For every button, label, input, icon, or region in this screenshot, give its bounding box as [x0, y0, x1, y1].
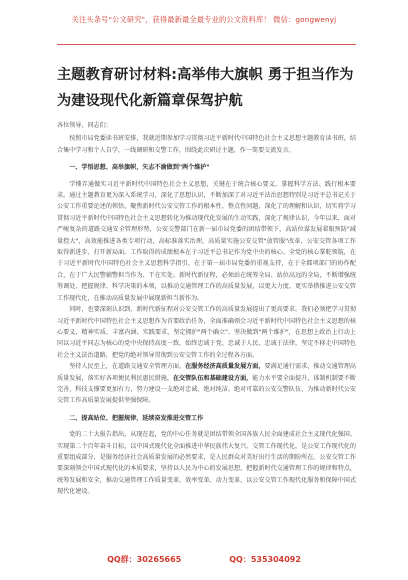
section-1-paragraph-3-b: 要满足通行需求，推动交通管理高质量发展，落实好各项便民利民惠民措施，: [57, 363, 357, 382]
footer: [0, 554, 408, 570]
footer-qq-group: QQ群：30265665: [107, 555, 182, 564]
section-1-paragraph-3-a: 坚持人民至上，在道路交通安全管理方面，: [69, 363, 186, 371]
salutation: 各位领导、同志们：: [57, 122, 112, 129]
highlight-team: 在交管队伍和基础建设方面，: [172, 374, 253, 382]
document-title: 主题教育研讨材料:高举伟大旗帜 勇于担当作为为建设现代化新篇章保驾护航: [57, 67, 354, 109]
section-1-title: 一、学悟思想、高举旗帜，矢志不渝做到"两个维护": [69, 164, 210, 172]
section-1-paragraph-2: 同时，也要深刻认识到，新时代新征程对公安交管工作的高质量发展提出了更高要求。我们必须把学习贯彻习近平新时代中国特色社会主义思想作为首要政治任务，全面准确领会习近平新时代中国特色社会主义思想的核心要义、精神实质、丰富内涵、实践要求，坚定拥护"两个确立"、坚决做到"两个维护"，在思想上政治上行动上同以习近平同志为核心的党中央保持高度一致，始终忠诚于党、忠诚于人民、忠诚于法律，坚定不移走中国特色社会主义法治道路，把党的绝对领导贯彻到公安交管工作的全过程各方面。: [57, 306, 356, 359]
section-1-paragraph-1: 学懂弄通做实习近平新时代中国特色社会主义思想，关键在于统合核心要义、掌握科学方法、践行根本要求。通过主题教育更为深入系统学习，深化了思想认识，不断加深了对习近平法治思想特别是习近平总书记关于公安工作重要论述的领悟，聚焦新时代公安交管工作的根本性、整点性问题，深化了的理解和认识，切实将学习贯彻习近平新时代中国特色社会主义思想转化为推动现代化发展的生动实践，深化了规律认识，今年以来，面对严峻复杂的道路交通安全管理形势，公安交警部门在新一届市局党委的团结带领下，高站位谋发展着眼预防"减量控大"，高效能推进各类专项行动，高标准落实治理，高质量实施公安交管"放管服"改革，公安交管各项工作取得新进步、打开新局面。工作取得的成绩根本在于习近平总书记作为党中央的核心、全党的核心掌舵领航，在于习近平新时代中国特色社会主义思想科学指引，在于第一届市局党委的重视支持，在于全都项部门的协作配合，在于广大民警辅警担当作为、干在实处。新时代新征程，必须站在统筹全局、站位高远的全局，不断增强统筹调处、把握规律、科学决策的本领，以推动交通管理工作的高质量发展，以更大力度、更实举措推进公安交管工作现代化，在推动高质量发展中展现新担当新作为。: [57, 180, 356, 302]
intro-paragraph: 按照市局党委读书班安排，我就近期参加学习贯彻习近平新时代中国特色社会主义思想主题教育读书班，结合集中学习和个人自学，一线调研和交警工作，围绕此次研讨主题，作一简要交流发言。: [57, 135, 356, 154]
banner-text: 关注头条号"公文研究"，获得最新最全最专业的公文资料库！ 微信：gongwenyj: [71, 15, 337, 24]
document-body: [57, 120, 356, 498]
footer-qq: QQ：535304092: [229, 555, 301, 564]
section-1-paragraph-3: [57, 361, 356, 407]
highlight-service: 在服务经济高质量发展方面，: [185, 363, 265, 371]
section-2-title: 二、提高站位、把握规律，延续奋发推进交管工作: [69, 414, 204, 422]
section-2-paragraph-1: 党的二十大报告指出，从现在起，党的中心任务就是团结带领全国各族人民全面建成社会主义现代化强国、实现第二个百年奋斗目标，以中国式现代化全面推进中华民族伟大复兴。交管工作现代化，是公安工作现代化的重要组成部分，是服务经济社会高质量发展的必然要求，是人民群众对美好出行生活的期盼所在。公安交管工作要深刻领会中国式现代化的本质要求，坚持以人民为中心的发展思想，把握新时代交通管理工作的规律和特点，统筹发展和安全，推动交通管理工作质量变革、效率变革、动力变革，以公安交管工作现代化服务和保障中国式现代化建设。: [57, 431, 356, 496]
banner-divider: [57, 44, 356, 45]
section-1-paragraph-3-c: 能力水平要全面提升，体制机制要不断完善，科技支撑要更加有力，努力建设一支绝对忠诚、绝对纯洁、绝对可靠的公安交警队伍，为推动新时代公安交管工作高质量发展提供坚强保障。: [57, 374, 357, 405]
top-banner: [0, 0, 408, 40]
